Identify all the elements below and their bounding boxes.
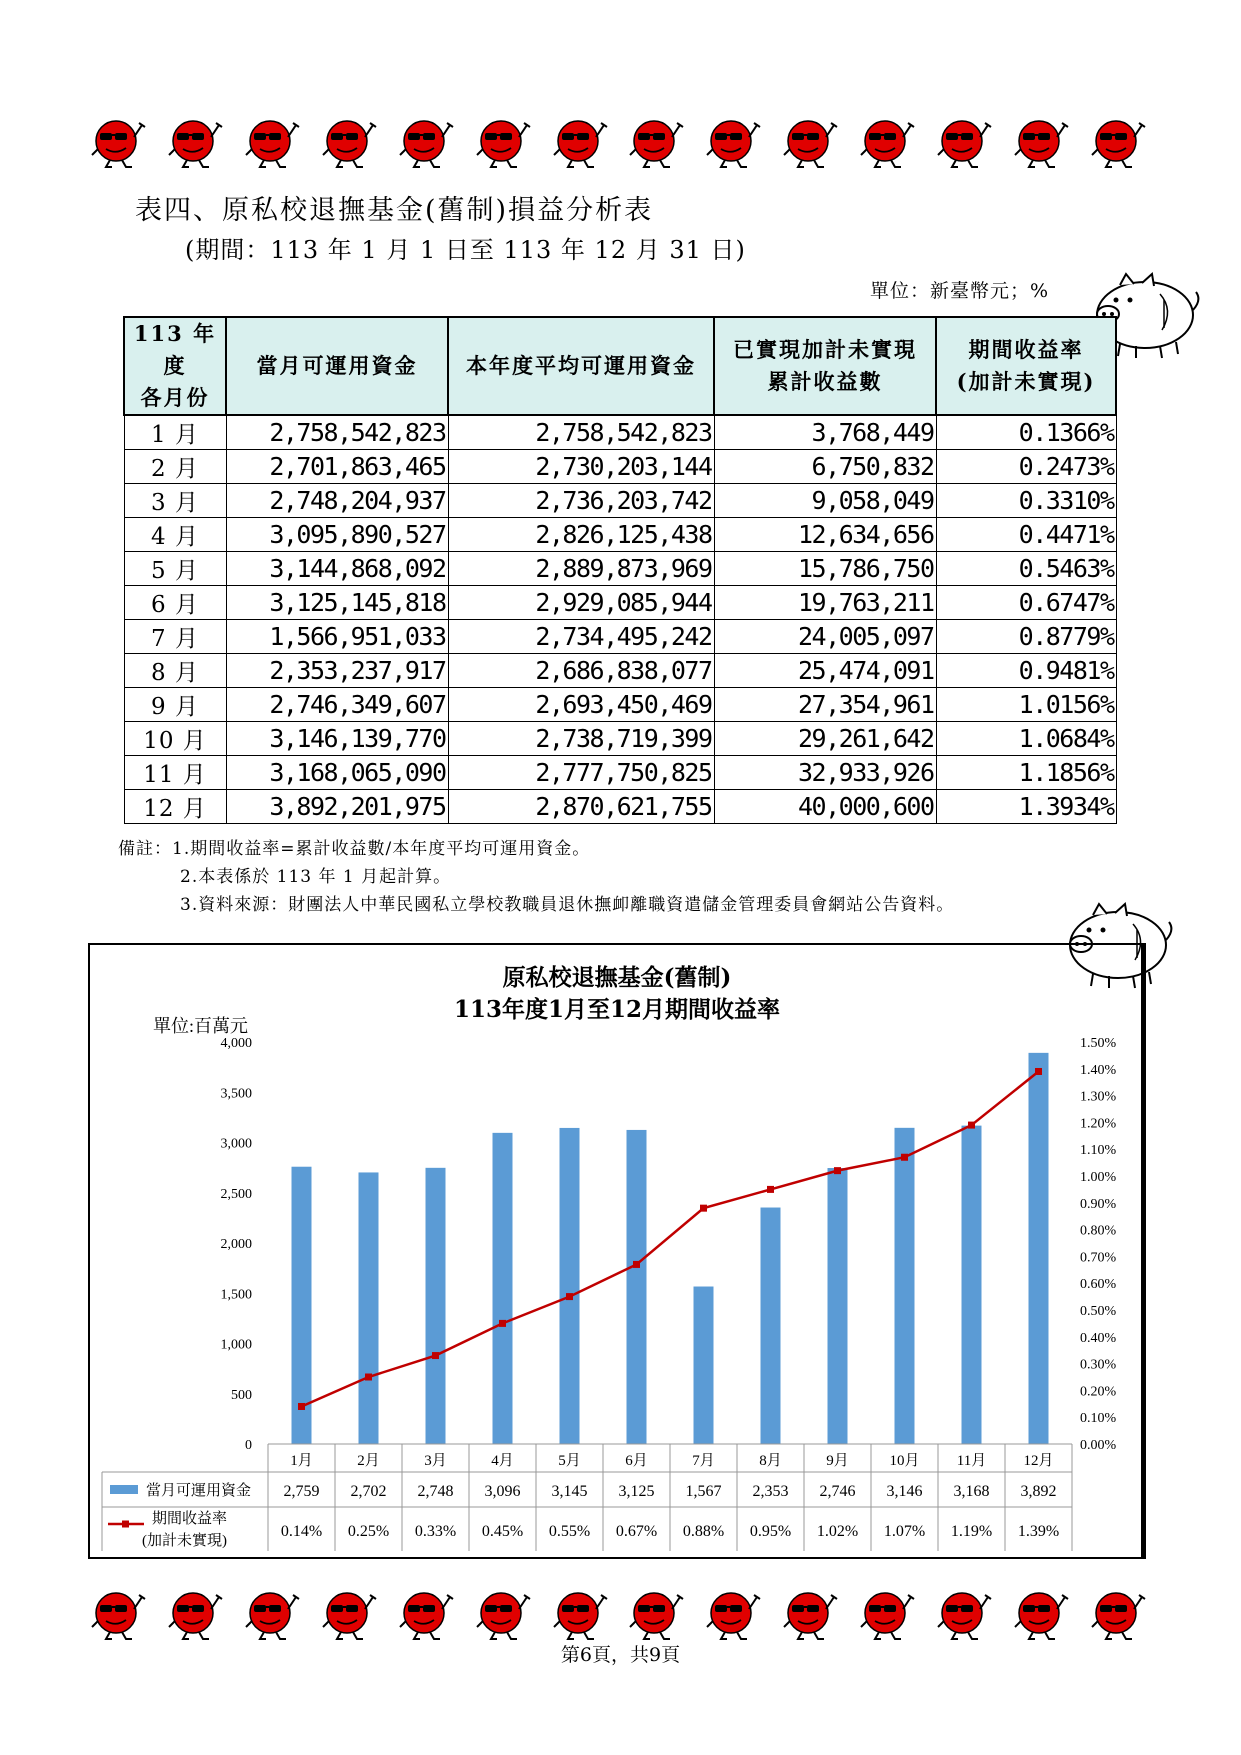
line-marker: [432, 1352, 439, 1359]
cell-month: 1 月: [124, 415, 226, 450]
line-marker: [499, 1320, 506, 1327]
mascot-icon: [242, 113, 302, 169]
cell-average-funds: 2,826,125,438: [448, 518, 714, 552]
bar-legend-key: [110, 1485, 138, 1494]
mascot-icon: [473, 1585, 533, 1641]
cell-average-funds: 2,734,495,242: [448, 620, 714, 654]
table-row: [124, 415, 1116, 450]
cell-monthly-funds: 3,125,145,818: [226, 586, 448, 620]
y2-tick-label: 0.10%: [1080, 1411, 1117, 1427]
y-tick-label: 0: [245, 1438, 252, 1453]
y-tick-label: 2,000: [220, 1237, 252, 1252]
y-tick-label: 3,000: [220, 1136, 252, 1152]
category-label: 7月: [692, 1453, 715, 1469]
cell-month: 5 月: [124, 552, 226, 586]
cell-return-rate: 0.6747%: [936, 586, 1116, 620]
cell-monthly-funds: 2,748,204,937: [226, 484, 448, 518]
table-row: [124, 518, 1116, 552]
table-row: [124, 790, 1116, 824]
line-data-label: 0.95%: [749, 1523, 792, 1540]
category-label: 2月: [357, 1453, 380, 1469]
mascot-icon: [934, 1585, 994, 1641]
category-label: 4月: [491, 1453, 514, 1469]
line-marker: [767, 1186, 774, 1193]
cell-average-funds: 2,686,838,077: [448, 654, 714, 688]
mascot-icon: [703, 113, 763, 169]
cell-cumulative-gain: 32,933,926: [714, 756, 936, 790]
cell-cumulative-gain: 9,058,049: [714, 484, 936, 518]
line-marker: [901, 1154, 908, 1161]
cell-return-rate: 0.9481%: [936, 654, 1116, 688]
mascot-icon: [1088, 1585, 1148, 1641]
line-data-label: 0.67%: [615, 1523, 658, 1540]
line-marker: [566, 1293, 573, 1300]
table-row: [124, 722, 1116, 756]
bar-data-label: 3,168: [953, 1483, 990, 1500]
cell-average-funds: 2,889,873,969: [448, 552, 714, 586]
y2-tick-label: 0.70%: [1080, 1250, 1117, 1266]
y-tick-label: 3,500: [220, 1086, 252, 1102]
bar: [895, 1128, 915, 1444]
mascot-icon: [934, 113, 994, 169]
mascot-icon: [1011, 113, 1071, 169]
cell-return-rate: 1.1856%: [936, 756, 1116, 790]
line-legend-marker: [122, 1521, 129, 1528]
y2-tick-label: 1.10%: [1080, 1143, 1117, 1159]
cell-cumulative-gain: 27,354,961: [714, 688, 936, 722]
table-header-row: [124, 317, 1116, 415]
y2-tick-label: 0.90%: [1080, 1196, 1117, 1212]
cell-return-rate: 1.0156%: [936, 688, 1116, 722]
table-row: [124, 552, 1116, 586]
note-3: 3.資料來源：財團法人中華民國私立學校教職員退休撫卹離職資遣儲金管理委員會網站公告資料。: [180, 895, 955, 915]
table-row: [124, 620, 1116, 654]
mascot-icon: [242, 1585, 302, 1641]
header-monthly-funds: 當月可運用資金: [226, 317, 448, 415]
cell-month: 2 月: [124, 450, 226, 484]
page-title: 表四、原私校退撫基金(舊制)損益分析表: [135, 195, 654, 226]
bar-data-label: 3,146: [886, 1483, 923, 1500]
period-label: (期間：113 年 1 月 1 日至 113 年 12 月 31 日): [185, 236, 746, 264]
y2-tick-label: 1.50%: [1080, 1036, 1117, 1051]
mascot-icon: [88, 1585, 148, 1641]
cell-average-funds: 2,870,621,755: [448, 790, 714, 824]
cell-monthly-funds: 1,566,951,033: [226, 620, 448, 654]
line-data-label: 1.39%: [1017, 1523, 1060, 1540]
table-row: [124, 484, 1116, 518]
unit-label: 單位：新臺幣元；%: [870, 280, 1050, 302]
mascot-icon: [703, 1585, 763, 1641]
header-cumulative-gain: 已實現加計未實現 累計收益數: [714, 317, 936, 415]
bar: [1029, 1053, 1049, 1444]
line-legend-label: 期間收益率: [152, 1511, 228, 1527]
cell-cumulative-gain: 15,786,750: [714, 552, 936, 586]
mascot-icon: [165, 1585, 225, 1641]
mascot-icon: [550, 1585, 610, 1641]
category-label: 6月: [625, 1453, 648, 1469]
header-month: 113 年度 各月份: [124, 317, 226, 415]
cell-month: 3 月: [124, 484, 226, 518]
line-data-label: 0.14%: [280, 1523, 323, 1540]
cell-cumulative-gain: 24,005,097: [714, 620, 936, 654]
cell-monthly-funds: 2,701,863,465: [226, 450, 448, 484]
mascot-icon: [1011, 1585, 1071, 1641]
cell-return-rate: 0.8779%: [936, 620, 1116, 654]
category-label: 1月: [290, 1453, 313, 1469]
unit-label: 單位:百萬元: [153, 1016, 249, 1036]
mascot-icon: [88, 113, 148, 169]
bar-data-label: 1,567: [685, 1483, 722, 1500]
bar: [761, 1208, 781, 1444]
mascot-icon: [165, 113, 225, 169]
bar-data-label: 2,702: [350, 1483, 387, 1500]
line-data-label: 1.19%: [950, 1523, 993, 1540]
cell-return-rate: 0.2473%: [936, 450, 1116, 484]
line-data-label: 0.55%: [548, 1523, 591, 1540]
chart-subtitle: 113年度1月至12月期間收益率: [453, 996, 781, 1023]
mascot-icon: [857, 113, 917, 169]
cell-month: 12 月: [124, 790, 226, 824]
chart-frame: [88, 943, 1146, 1559]
line-marker: [700, 1205, 707, 1212]
bottom-mascot-row: [88, 1585, 1148, 1641]
y2-tick-label: 1.40%: [1080, 1062, 1117, 1078]
y2-tick-label: 1.00%: [1080, 1170, 1117, 1185]
category-label: 9月: [826, 1453, 849, 1469]
line-marker: [633, 1261, 640, 1268]
cell-average-funds: 2,758,542,823: [448, 415, 714, 450]
return-rate-line: [302, 1071, 1039, 1406]
cell-cumulative-gain: 3,768,449: [714, 415, 936, 450]
line-data-label: 0.88%: [682, 1523, 725, 1540]
cell-monthly-funds: 3,892,201,975: [226, 790, 448, 824]
table-row: [124, 688, 1116, 722]
y-tick-label: 1,500: [220, 1287, 252, 1303]
line-data-label: 1.02%: [816, 1523, 859, 1540]
cell-month: 7 月: [124, 620, 226, 654]
cell-monthly-funds: 2,353,237,917: [226, 654, 448, 688]
chart-title: 原私校退撫基金(舊制): [502, 964, 732, 991]
cell-monthly-funds: 3,144,868,092: [226, 552, 448, 586]
y2-tick-label: 0.00%: [1080, 1438, 1117, 1453]
line-data-label: 1.07%: [883, 1523, 926, 1540]
cell-average-funds: 2,777,750,825: [448, 756, 714, 790]
cell-month: 11 月: [124, 756, 226, 790]
cell-return-rate: 1.0684%: [936, 722, 1116, 756]
mascot-icon: [626, 1585, 686, 1641]
y2-tick-label: 0.40%: [1080, 1330, 1117, 1346]
bar-data-label: 2,748: [417, 1483, 454, 1500]
mascot-icon: [473, 113, 533, 169]
bar-data-label: 3,892: [1020, 1483, 1057, 1500]
bar: [828, 1168, 848, 1444]
y2-tick-label: 0.80%: [1080, 1223, 1117, 1239]
bar: [694, 1287, 714, 1444]
page-footer: 第6頁，共9頁: [560, 1644, 681, 1666]
y-tick-label: 2,500: [220, 1186, 252, 1202]
category-label: 3月: [424, 1453, 447, 1469]
cell-return-rate: 0.3310%: [936, 484, 1116, 518]
y2-tick-label: 0.50%: [1080, 1304, 1117, 1319]
bar: [493, 1133, 513, 1444]
bar: [359, 1172, 379, 1444]
y-tick-label: 500: [231, 1387, 252, 1403]
header-return-rate: 期間收益率 (加計未實現): [936, 317, 1116, 415]
cell-month: 10 月: [124, 722, 226, 756]
note-1: 備註：1.期間收益率=累計收益數/本年度平均可運用資金。: [118, 839, 591, 859]
line-marker: [968, 1122, 975, 1129]
mascot-icon: [857, 1585, 917, 1641]
header-average-funds: 本年度平均可運用資金: [448, 317, 714, 415]
y2-tick-label: 1.20%: [1080, 1116, 1117, 1132]
y-tick-label: 1,000: [220, 1337, 252, 1353]
category-label: 5月: [558, 1453, 581, 1469]
line-data-label: 0.25%: [347, 1523, 390, 1540]
line-marker: [1035, 1068, 1042, 1075]
table-row: [124, 586, 1116, 620]
cell-return-rate: 0.4471%: [936, 518, 1116, 552]
mascot-icon: [780, 1585, 840, 1641]
category-label: 8月: [759, 1453, 782, 1469]
bar-data-label: 3,145: [551, 1483, 588, 1500]
category-label: 10月: [889, 1453, 920, 1469]
y2-tick-label: 0.20%: [1080, 1384, 1117, 1400]
cell-average-funds: 2,736,203,742: [448, 484, 714, 518]
mascot-icon: [626, 113, 686, 169]
cell-average-funds: 2,730,203,144: [448, 450, 714, 484]
cell-cumulative-gain: 40,000,600: [714, 790, 936, 824]
line-marker: [834, 1167, 841, 1174]
cell-monthly-funds: 2,746,349,607: [226, 688, 448, 722]
mascot-icon: [550, 113, 610, 169]
table-row: [124, 450, 1116, 484]
mascot-icon: [396, 1585, 456, 1641]
cell-cumulative-gain: 6,750,832: [714, 450, 936, 484]
cell-return-rate: 1.3934%: [936, 790, 1116, 824]
cell-monthly-funds: 3,146,139,770: [226, 722, 448, 756]
line-marker: [298, 1403, 305, 1410]
bar-data-label: 2,353: [752, 1483, 789, 1500]
bar: [962, 1126, 982, 1444]
line-legend-label: (加計未實現): [142, 1533, 227, 1549]
notes: [118, 835, 954, 919]
category-label: 12月: [1023, 1453, 1054, 1469]
bar-data-label: 2,746: [819, 1483, 856, 1500]
chart-plot: [90, 945, 1140, 1553]
top-mascot-row: [88, 113, 1148, 169]
category-label: 11月: [956, 1453, 987, 1469]
bar: [560, 1128, 580, 1444]
bar: [426, 1168, 446, 1444]
cell-return-rate: 0.5463%: [936, 552, 1116, 586]
cell-month: 8 月: [124, 654, 226, 688]
y-tick-label: 4,000: [220, 1036, 252, 1051]
cell-cumulative-gain: 12,634,656: [714, 518, 936, 552]
table-row: [124, 654, 1116, 688]
cell-average-funds: 2,693,450,469: [448, 688, 714, 722]
y2-tick-label: 0.30%: [1080, 1357, 1117, 1373]
cell-return-rate: 0.1366%: [936, 415, 1116, 450]
line-data-label: 0.45%: [481, 1523, 524, 1540]
cell-cumulative-gain: 29,261,642: [714, 722, 936, 756]
cell-cumulative-gain: 25,474,091: [714, 654, 936, 688]
table-row: [124, 756, 1116, 790]
cell-monthly-funds: 3,168,065,090: [226, 756, 448, 790]
cell-monthly-funds: 2,758,542,823: [226, 415, 448, 450]
mascot-icon: [319, 113, 379, 169]
y2-tick-label: 0.60%: [1080, 1277, 1117, 1293]
cell-average-funds: 2,738,719,399: [448, 722, 714, 756]
mascot-icon: [1088, 113, 1148, 169]
line-marker: [365, 1374, 372, 1381]
cell-month: 9 月: [124, 688, 226, 722]
cell-monthly-funds: 3,095,890,527: [226, 518, 448, 552]
bar: [627, 1130, 647, 1444]
y2-tick-label: 1.30%: [1080, 1089, 1117, 1105]
profit-loss-table: [123, 316, 1117, 824]
bar-data-label: 2,759: [283, 1483, 320, 1500]
bar-data-label: 3,125: [618, 1483, 655, 1500]
line-data-label: 0.33%: [414, 1523, 457, 1540]
note-2: 2.本表係於 113 年 1 月起計算。: [180, 867, 452, 887]
cell-month: 6 月: [124, 586, 226, 620]
mascot-icon: [396, 113, 456, 169]
bar-legend-label: 當月可運用資金: [146, 1483, 252, 1499]
cell-cumulative-gain: 19,763,211: [714, 586, 936, 620]
mascot-icon: [780, 113, 840, 169]
mascot-icon: [319, 1585, 379, 1641]
cell-month: 4 月: [124, 518, 226, 552]
cell-average-funds: 2,929,085,944: [448, 586, 714, 620]
bar-data-label: 3,096: [484, 1483, 521, 1500]
